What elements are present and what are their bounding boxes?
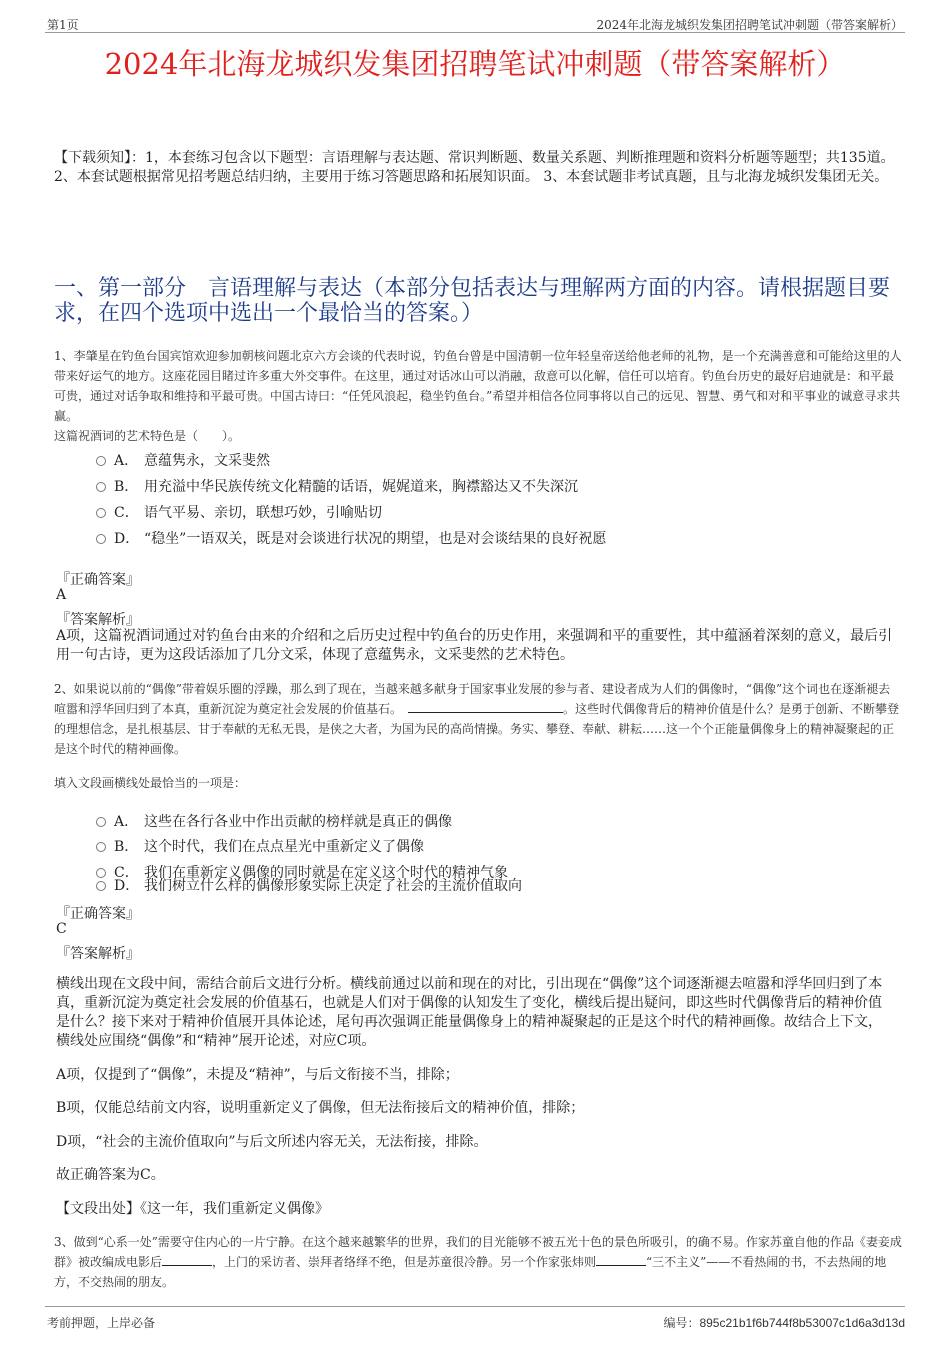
- q2-option-c[interactable]: C． 我们在重新定义偶像的同时就是在定义这个时代的精神气象: [96, 862, 508, 882]
- q2-answer: C: [56, 921, 67, 937]
- fill-blank: [162, 1253, 212, 1266]
- q2-note-d: D项，“社会的主流价值取向”与后文所述内容无关，无法衔接，排除。: [56, 1134, 488, 1150]
- download-notice: 【下载须知】：1，本套练习包含以下题型：言语理解与表达题、常识判断题、数量关系题、判断推理题和资料分析题等题型；共135道。 2、本套试题根据常见招考题总结归纳，主要用于练习答题思路和拓展知识面。 3、本套试题非考试真题，且与北海龙城织发集团无关。: [54, 150, 895, 185]
- q2-text: 2、如果说以前的“偶像”带着娱乐圈的浮躁，那么到了现在，当越来越多献身于国家事业发展的参与者、建设者成为人们的偶像时，“偶像”这个词也在逐渐褪去喧嚣和浮华回归到了本真，重新沉淀为奠定社会发展的价值基石。 。这些时代偶像背后的精神价值是什么？是勇于创新、不断攀登的理想信念，是扎根基层、甘于奉献的无私无畏，是侠之大者，为国为民的高尚情操。务实、攀登、奉献、耕耘……这一个个正能量偶像身上的精神凝聚起的正是这个时代的精神画像。: [54, 682, 900, 756]
- q1-text: 1、李肇星在钓鱼台国宾馆欢迎参加朝核问题北京六方会谈的代表时说，钓鱼台曾是中国清朝一位年轻皇帝送给他老师的礼物，是一个充满善意和可能给这里的人带来好运气的地方。这座花园目睹过许多重大外交事件。在这里，通过对话冰山可以消融，敌意可以化解，信任可以培育。钓鱼台历史的最好启迪就是：和平最可贵，通过对话争取和维持和平最可贵。中国古诗曰：“任凭风浪起，稳坐钓鱼台。”希望并相信各位同事将以自己的远见、智慧、勇气和对和平事业的诚意寻求共赢。: [54, 349, 902, 423]
- q1-analysis-label: 『答案解析』: [56, 612, 140, 628]
- radio-icon[interactable]: [96, 534, 106, 544]
- q2-source: 【文段出处】《这一年，我们重新定义偶像》: [56, 1201, 329, 1217]
- q2-analysis-label: 『答案解析』: [56, 946, 140, 962]
- q1-option-b[interactable]: B． 用充溢中华民族传统文化精髓的话语，娓娓道来，胸襟豁达又不失深沉: [96, 476, 578, 496]
- q2-note-a: A项，仅提到了“偶像”，未提及“精神”，与后文衔接不当，排除；: [56, 1067, 459, 1083]
- section-heading: 一、第一部分 言语理解与表达（本部分包括表达与理解两方面的内容。请根据题目要求，在四个选项中选出一个最恰当的答案。）: [54, 276, 891, 326]
- radio-icon[interactable]: [96, 881, 106, 891]
- page-title: 2024年北海龙城织发集团招聘笔试冲刺题（带答案解析）: [104, 47, 846, 81]
- q1-prompt: 这篇祝酒词的艺术特色是（ ）。: [54, 429, 241, 443]
- q2-option-b[interactable]: B． 这个时代，我们在点点星光中重新定义了偶像: [96, 836, 424, 856]
- page-number: 第1页: [47, 18, 79, 32]
- q2-analysis: 横线出现在文段中间，需结合前后文进行分析。横线前通过以前和现在的对比，引出现在“偶像”这个词逐渐褪去喧嚣和浮华回归到了本真，重新沉淀为奠定社会发展的价值基石，也就是人们对于偶像的认知发生了变化，横线后提出疑问，即这些时代偶像背后的精神价值是什么？接下来对于精神价值展开具体论述，尾句再次强调正能量偶像身上的精神凝聚起的正是这个时代的精神画像。故结合上下文，横线处应围绕“偶像”和“精神”展开论述，对应C项。: [56, 976, 883, 1049]
- q2-option-d[interactable]: D． 我们树立什么样的偶像形象实际上决定了社会的主流价值取向: [96, 875, 522, 895]
- q1-answer-label: 『正确答案』: [56, 572, 140, 588]
- document-id: 编号：895c21b1f6b744f8b53007c1d6a3d13d: [663, 1316, 905, 1330]
- q1-option-c[interactable]: C． 语气平易、亲切，联想巧妙，引喻贴切: [96, 502, 382, 522]
- fill-blank: [408, 700, 563, 713]
- radio-icon[interactable]: [96, 456, 106, 466]
- q2-option-a[interactable]: A． 这些在各行各业中作出贡献的榜样就是真正的偶像: [96, 811, 452, 831]
- q2-prompt: 填入文段画横线处最恰当的一项是：: [54, 776, 247, 790]
- q1-option-a[interactable]: A． 意蕴隽永，文采斐然: [96, 450, 270, 470]
- radio-icon[interactable]: [96, 508, 106, 518]
- radio-icon[interactable]: [96, 817, 106, 827]
- q1-answer: A: [56, 587, 67, 603]
- header-divider: [45, 32, 905, 33]
- q1-option-d[interactable]: D． “稳坐”一语双关，既是对会谈进行状况的期望，也是对会谈结果的良好祝愿: [96, 528, 606, 548]
- q2-conclusion: 故正确答案为C。: [56, 1167, 165, 1183]
- footer-divider: [45, 1306, 905, 1307]
- q2-note-b: B项，仅能总结前文内容，说明重新定义了偶像，但无法衔接后文的精神价值，排除；: [56, 1100, 585, 1116]
- radio-icon[interactable]: [96, 842, 106, 852]
- q2-answer-label: 『正确答案』: [56, 906, 140, 922]
- q1-analysis: A项，这篇祝酒词通过对钓鱼台由来的介绍和之后历史过程中钓鱼台的历史作用，来强调和平的重要性，其中蕴涵着深刻的意义，最后引用一句古诗，更为这段话添加了几分文采，体现了意蕴隽永，文采斐然的艺术特色。: [56, 628, 893, 663]
- radio-icon[interactable]: [96, 482, 106, 492]
- q3-text: 3、做到“心系一处”需要守住内心的一片宁静。在这个越来越繁华的世界，我们的目光能够不被五光十色的景色所吸引，的确不易。作家苏童自他的作品《妻妾成群》被改编成电影后 ，上门的采访者、崇拜者络绎不绝，但是苏童很冷静。另一个作家张炜则 “三不主义”——不看热闹的书，不去热闹的地方，不交热闹的朋友。: [54, 1235, 902, 1289]
- footer-slogan: 考前押题，上岸必备: [47, 1316, 156, 1330]
- fill-blank: [596, 1253, 646, 1266]
- header-title: 2024年北海龙城织发集团招聘笔试冲刺题（带答案解析）: [596, 18, 903, 32]
